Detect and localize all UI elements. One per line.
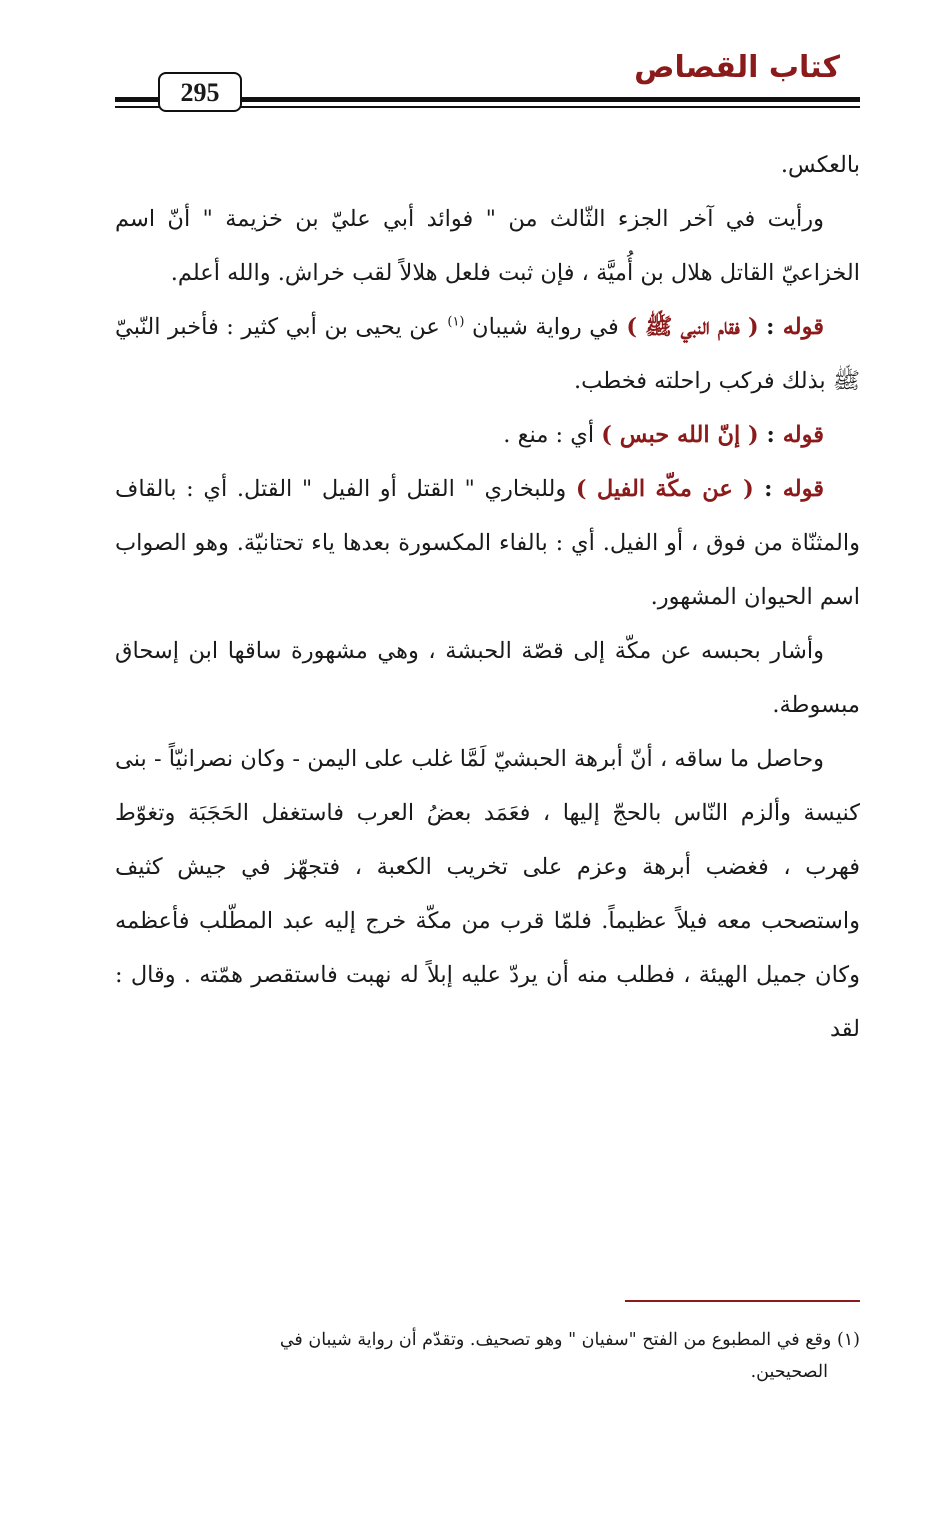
paragraph-7: وحاصل ما ساقه ، أنّ أبرهة الحبشيّ لَمَّا غلب على اليمن - وكان نصرانيّاً - بنى كنيسة وألزم النّاس بالحجّ إليها ، فعَمَد بعضُ العرب فاستغفل الحَجَبَة وتغوّط فهرب ، فغضب أبرهة وعزم على تخريب الكعبة ، فتجهّز في جيش كثيف واستصحب معه فيلاً عظيماً. فلمّا قرب من مكّة خرج إليه عبد المطّلب فأعظمه وكان جميل الهيئة ، فطلب منه أن يردّ عليه إبلاً له نهبت فاستقصر همّته . وقال : لقد xyxy=(115,746,860,1042)
paragraph-4 xyxy=(115,408,860,462)
page-header xyxy=(0,0,945,130)
book-title: كتاب القصاص xyxy=(634,50,840,85)
footnote-ref: (١) xyxy=(447,314,465,330)
separator: : xyxy=(753,476,783,502)
paragraph-text: عن يحيى بن أبي كثير : فأخبر النّبيّ ﷺ بذلك فركب راحلته فخطب. xyxy=(115,314,860,394)
separator: : xyxy=(766,314,783,340)
paragraph-6: وأشار بحبسه عن مكّة إلى قصّة الحبشة ، وهي مشهورة ساقها ابن إسحاق مبسوطة. xyxy=(115,638,860,718)
keyword-qawluh: قوله xyxy=(782,314,824,340)
paragraph-5 xyxy=(115,462,860,624)
separator: : xyxy=(758,422,783,448)
keyword-qawluh: قوله xyxy=(782,476,824,502)
page-number: 295 xyxy=(158,72,242,112)
main-text xyxy=(115,138,860,1056)
paragraph-2: ورأيت في آخر الجزء الثّالث من " فوائد أبي عليّ بن خزيمة " أنّ اسم الخزاعيّ القاتل هلال بن أُميَّة ، فإن ثبت فلعل هلالاً لقب خراش. والله أعلم. xyxy=(115,206,860,286)
footnote-line-1 xyxy=(115,1324,860,1356)
paragraph-3 xyxy=(115,300,860,408)
footnote xyxy=(115,1324,860,1388)
quoted-phrase: ( فقام النبي ﷺ ) xyxy=(626,314,759,340)
paragraph-text: أي : منع . xyxy=(503,422,602,448)
footnote-number: (١) xyxy=(836,1330,860,1350)
footnote-divider xyxy=(625,1300,860,1302)
footnote-text: وقع في المطبوع من الفتح "سفيان " وهو تصحيف. وتقدّم أن رواية شيبان في xyxy=(279,1330,837,1350)
paragraph-text: وللبخاري " القتل أو الفيل " القتل. أي : بالقاف والمثنّاة من فوق ، أو الفيل. أي : بالفاء المكسورة بعدها ياء تحتانيّة. وهو الصواب اسم الحيوان المشهور. xyxy=(115,476,860,610)
paragraph-text: في رواية شيبان xyxy=(464,314,627,340)
quoted-phrase: ( إنّ الله حبس ) xyxy=(601,422,759,448)
keyword-qawluh: قوله xyxy=(782,422,824,448)
quoted-phrase: ( عن مكّة الفيل ) xyxy=(575,476,754,502)
footnote-line-2: الصحيحين. xyxy=(750,1362,828,1382)
paragraph-1: بالعكس. xyxy=(780,152,860,178)
